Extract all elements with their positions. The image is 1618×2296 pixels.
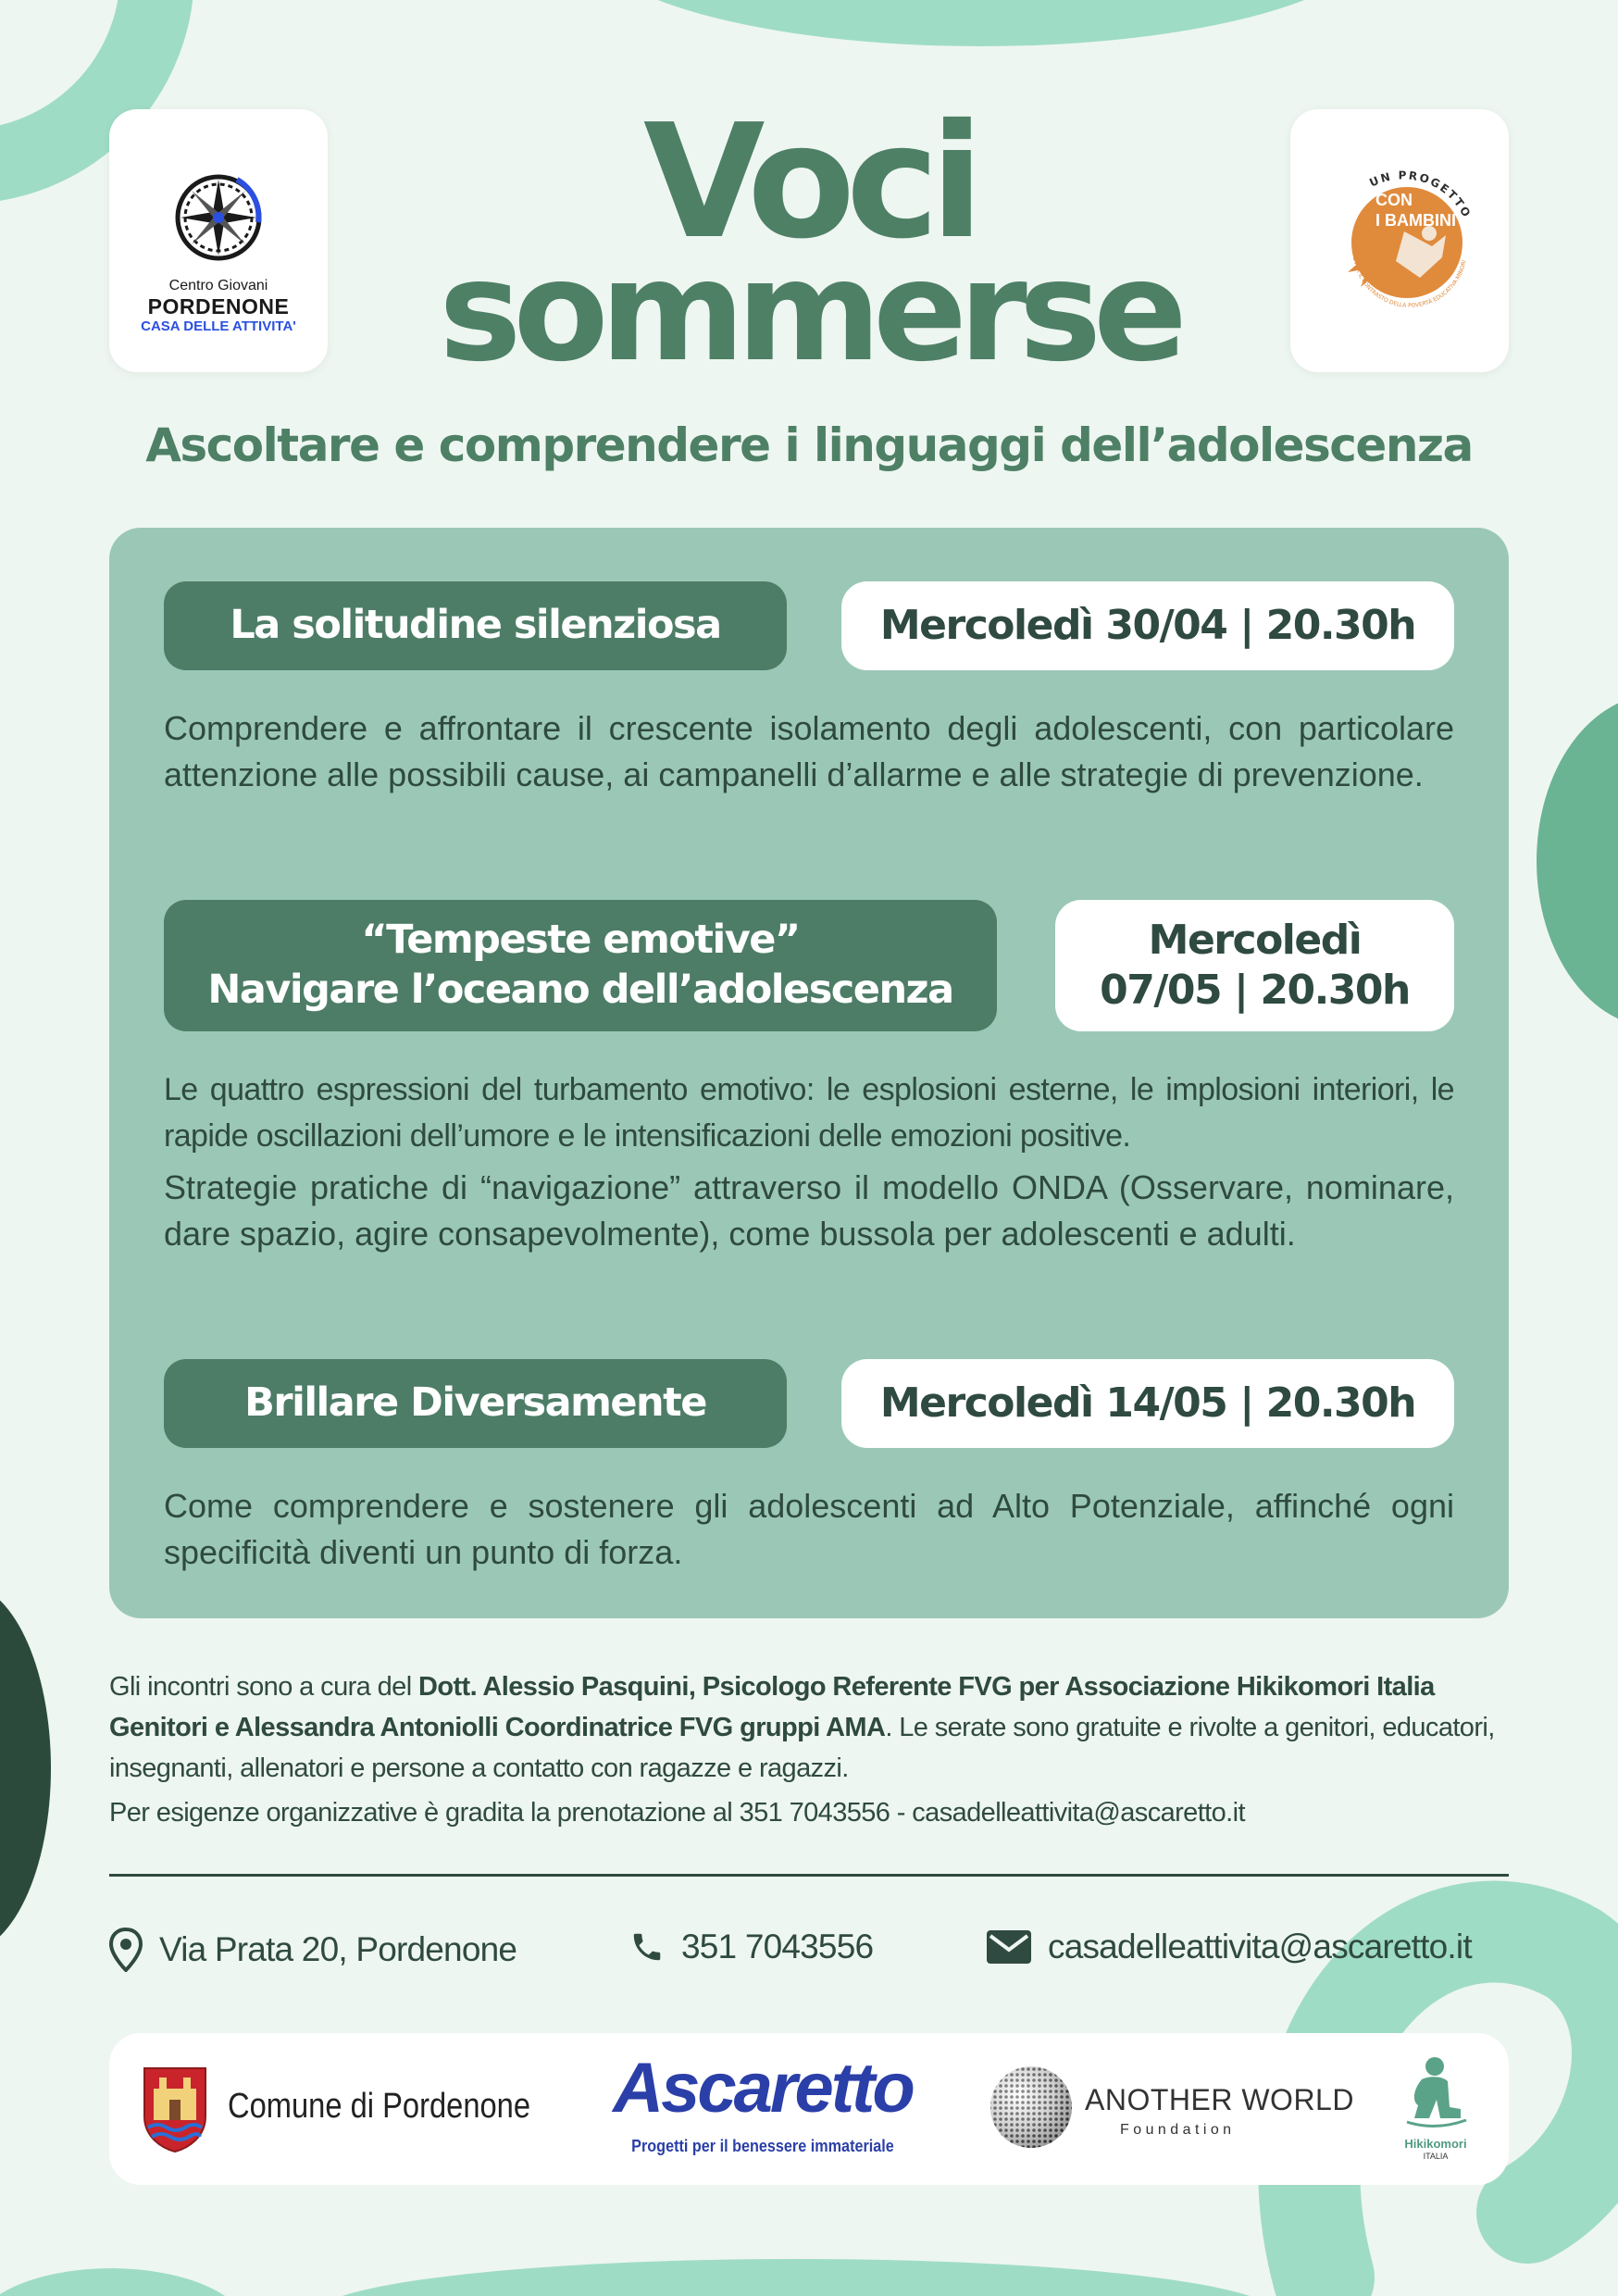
logo-right-line1: CON (1375, 191, 1413, 209)
event2-title-line2: Navigare l’oceano dell’adolescenza (207, 967, 953, 1013)
event2-date-line1: Mercoledì (1148, 917, 1362, 965)
contact-email-text: casadelleattivita@ascaretto.it (1048, 1928, 1472, 1965)
event2-description-p2: Strategie pratiche di “navigazione” attraverso il modello ONDA (Osservare, nominare, dare spazio, agire consapevolmente), come bussola per adolescenti e adulti. (164, 1168, 1454, 1253)
title-line1: Voci (642, 91, 976, 274)
sponsor-bar (109, 2033, 1509, 2185)
sponsor-comune-text: Comune di Pordenone (228, 2087, 531, 2126)
con-i-bambini-logo-icon (1307, 148, 1492, 333)
event2-title-line1: “Tempeste emotive” (361, 917, 800, 964)
info-paragraph (109, 1666, 1509, 1789)
sponsor-hikikomori-line2: ITALIA (1423, 2152, 1449, 2161)
contact-address-text: Via Prata 20, Pordenone (159, 1930, 517, 1968)
sponsor-hikikomori-line1: Hikikomori (1404, 2137, 1467, 2151)
event2-date-pill (1055, 900, 1454, 1031)
divider (109, 1874, 1509, 1877)
contact-address (109, 1928, 517, 1972)
logo-con-i-bambini-card (1290, 109, 1509, 372)
info-intro: Gli incontri sono a cura del (109, 1672, 418, 1702)
event2-title-pill (164, 900, 997, 1031)
comune-coat-of-arms-icon (141, 2065, 209, 2153)
event2-date-line2: 07/05 | 20.30h (1100, 967, 1410, 1014)
event1-date-pill: Mercoledì 30/04 | 20.30h (841, 581, 1454, 670)
sponsor-ascaretto-tagline: Progetti per il benessere immateriale (631, 2137, 894, 2155)
logo-left-line3: CASA DELLE ATTIVITA' (141, 318, 296, 334)
contact-email (987, 1928, 1472, 1966)
event1-description: Comprendere e affrontare il crescente isolamento degli adolescenti, con particolare attenzione alle possibili cause, ai campanelli d’allarme e alle strategie di prevenzione. (164, 709, 1454, 793)
hikikomori-figure-icon (1394, 2053, 1477, 2133)
title-line2: sommerse (439, 231, 1179, 393)
logo-right-small-text: FONDO PER IL CONTRASTO DELLA POVERTÀ EDUCATIVA MINORI (1350, 240, 1468, 309)
subtitle: Ascoltare e comprendere i linguaggi dell’adolescenza (145, 418, 1473, 472)
info-curators: Dott. Alessio Pasquini, Psicologo Referente FVG per Associazione Hikikomori Italia Genitori e Alessandra Antoniolli Coordinatrice FVG gruppi AMA (109, 1672, 1435, 1742)
contact-phone-text: 351 7043556 (681, 1928, 874, 1965)
location-pin-icon (109, 1928, 143, 1972)
sponsor-ascaretto-name: Ascaretto (613, 2049, 913, 2128)
event2-description-p1: Le quattro espressioni del turbamento emotivo: le esplosioni esterne, le implosioni interiori, le rapide oscillazioni dell’umore e le intensificazioni delle emozioni positive. (164, 1072, 1454, 1154)
logo-right-line2: I BAMBINI (1375, 211, 1456, 230)
logo-left-line2: PORDENONE (147, 294, 290, 318)
logo-right-arc-text: UN PROGETTO (1367, 168, 1475, 221)
logo-centro-giovani-card (109, 109, 328, 372)
phone-icon (629, 1929, 665, 1965)
compass-logo-icon (168, 167, 269, 268)
event1-title-pill: La solitudine silenziosa (164, 581, 787, 670)
envelope-icon (987, 1930, 1031, 1964)
sponsor-another-world-line2: F o u n d a t i o n (1120, 2122, 1232, 2138)
info-booking: Per esigenze organizzative è gradita la prenotazione al 351 7043556 - casadelleattivita@ascaretto.it (109, 1798, 1245, 1828)
another-world-sphere-icon (987, 2061, 1076, 2153)
contact-phone (629, 1928, 873, 1966)
event3-date-pill: Mercoledì 14/05 | 20.30h (841, 1359, 1454, 1448)
sponsor-another-world-line1: ANOTHER WORLD (1085, 2083, 1354, 2116)
info-rest: . Le serate sono gratuite e rivolte a genitori, educatori, insegnanti, allenatori e persone a contatto con ragazze e ragazzi. (109, 1713, 1495, 1783)
logo-left-line1: Centro Giovani (168, 278, 268, 293)
event3-title-pill: Brillare Diversamente (164, 1359, 787, 1448)
event3-description: Come comprendere e sostenere gli adolescenti ad Alto Potenziale, affinché ogni specificità diventi un punto di forza. (164, 1487, 1454, 1571)
